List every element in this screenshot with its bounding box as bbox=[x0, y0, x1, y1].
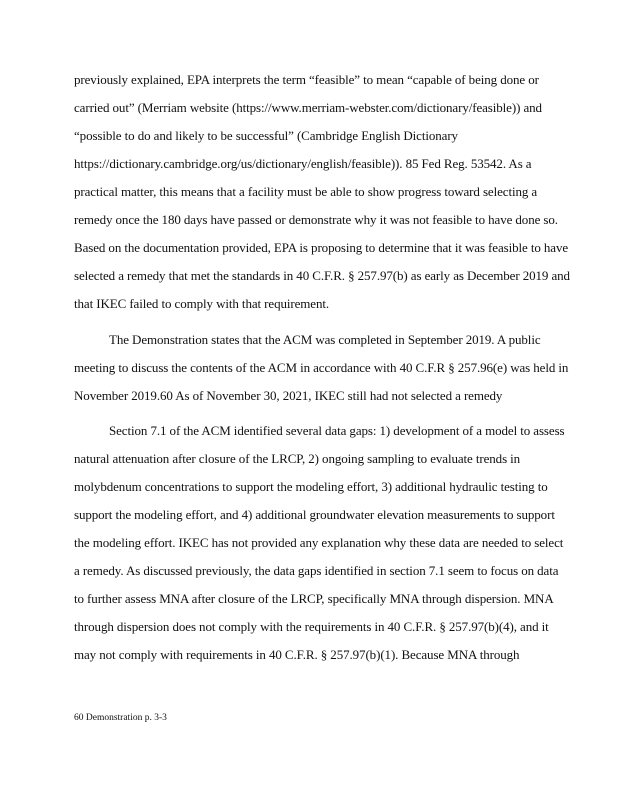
text-line: natural attenuation after closure of the LRCP, 2) ongoing sampling to evaluate trends in bbox=[74, 451, 521, 466]
text-line: previously explained, EPA interprets the term “feasible” to mean “capable of being done or bbox=[74, 72, 539, 87]
text-line: support the modeling effort, and 4) additional groundwater elevation measurements to support bbox=[74, 507, 555, 522]
text-line: practical matter, this means that a facility must be able to show progress toward selecting a bbox=[74, 184, 538, 199]
text-line: may not comply with requirements in 40 C.F.R. § 257.97(b)(1). Because MNA through bbox=[74, 647, 520, 662]
text-line: to further assess MNA after closure of the LRCP, specifically MNA through dispersion. MNA bbox=[74, 591, 554, 606]
text-line: https://dictionary.cambridge.org/us/dictionary/english/feasible)). 85 Fed Reg. 53542. As a bbox=[74, 156, 532, 171]
text-line: “possible to do and likely to be successful” (Cambridge English Dictionary bbox=[74, 128, 458, 143]
text-line: November 2019.60 As of November 30, 2021, IKEC still had not selected a remedy bbox=[74, 388, 503, 403]
text-line: carried out” (Merriam website (https://www.merriam-webster.com/dictionary/feasible)) and bbox=[74, 100, 542, 115]
text-line: the modeling effort. IKEC has not provided any explanation why these data are needed to select bbox=[74, 535, 564, 550]
text-line: through dispersion does not comply with the requirements in 40 C.F.R. § 257.97(b)(4), and it bbox=[74, 619, 549, 634]
text-line: molybdenum concentrations to support the modeling effort, 3) additional hydraulic testing to bbox=[74, 479, 548, 494]
text-line: remedy once the 180 days have passed or demonstrate why it was not feasible to have done so. bbox=[74, 212, 558, 227]
paragraph-first-line: The Demonstration states that the ACM was completed in September 2019. A public bbox=[109, 332, 541, 347]
text-line: Based on the documentation provided, EPA is proposing to determine that it was feasible to have bbox=[74, 240, 569, 255]
text-line: a remedy. As discussed previously, the data gaps identified in section 7.1 seem to focus on data bbox=[74, 563, 559, 578]
text-line: that IKEC failed to comply with that requirement. bbox=[74, 296, 330, 311]
footnote: 60 Demonstration p. 3-3 bbox=[74, 713, 167, 723]
paragraph-first-line: Section 7.1 of the ACM identified several data gaps: 1) development of a model to assess bbox=[109, 423, 565, 438]
text-line: selected a remedy that met the standards in 40 C.F.R. § 257.97(b) as early as December 2019 and bbox=[74, 268, 570, 283]
text-line: meeting to discuss the contents of the ACM in accordance with 40 C.F.R § 257.96(e) was held in bbox=[74, 360, 569, 375]
